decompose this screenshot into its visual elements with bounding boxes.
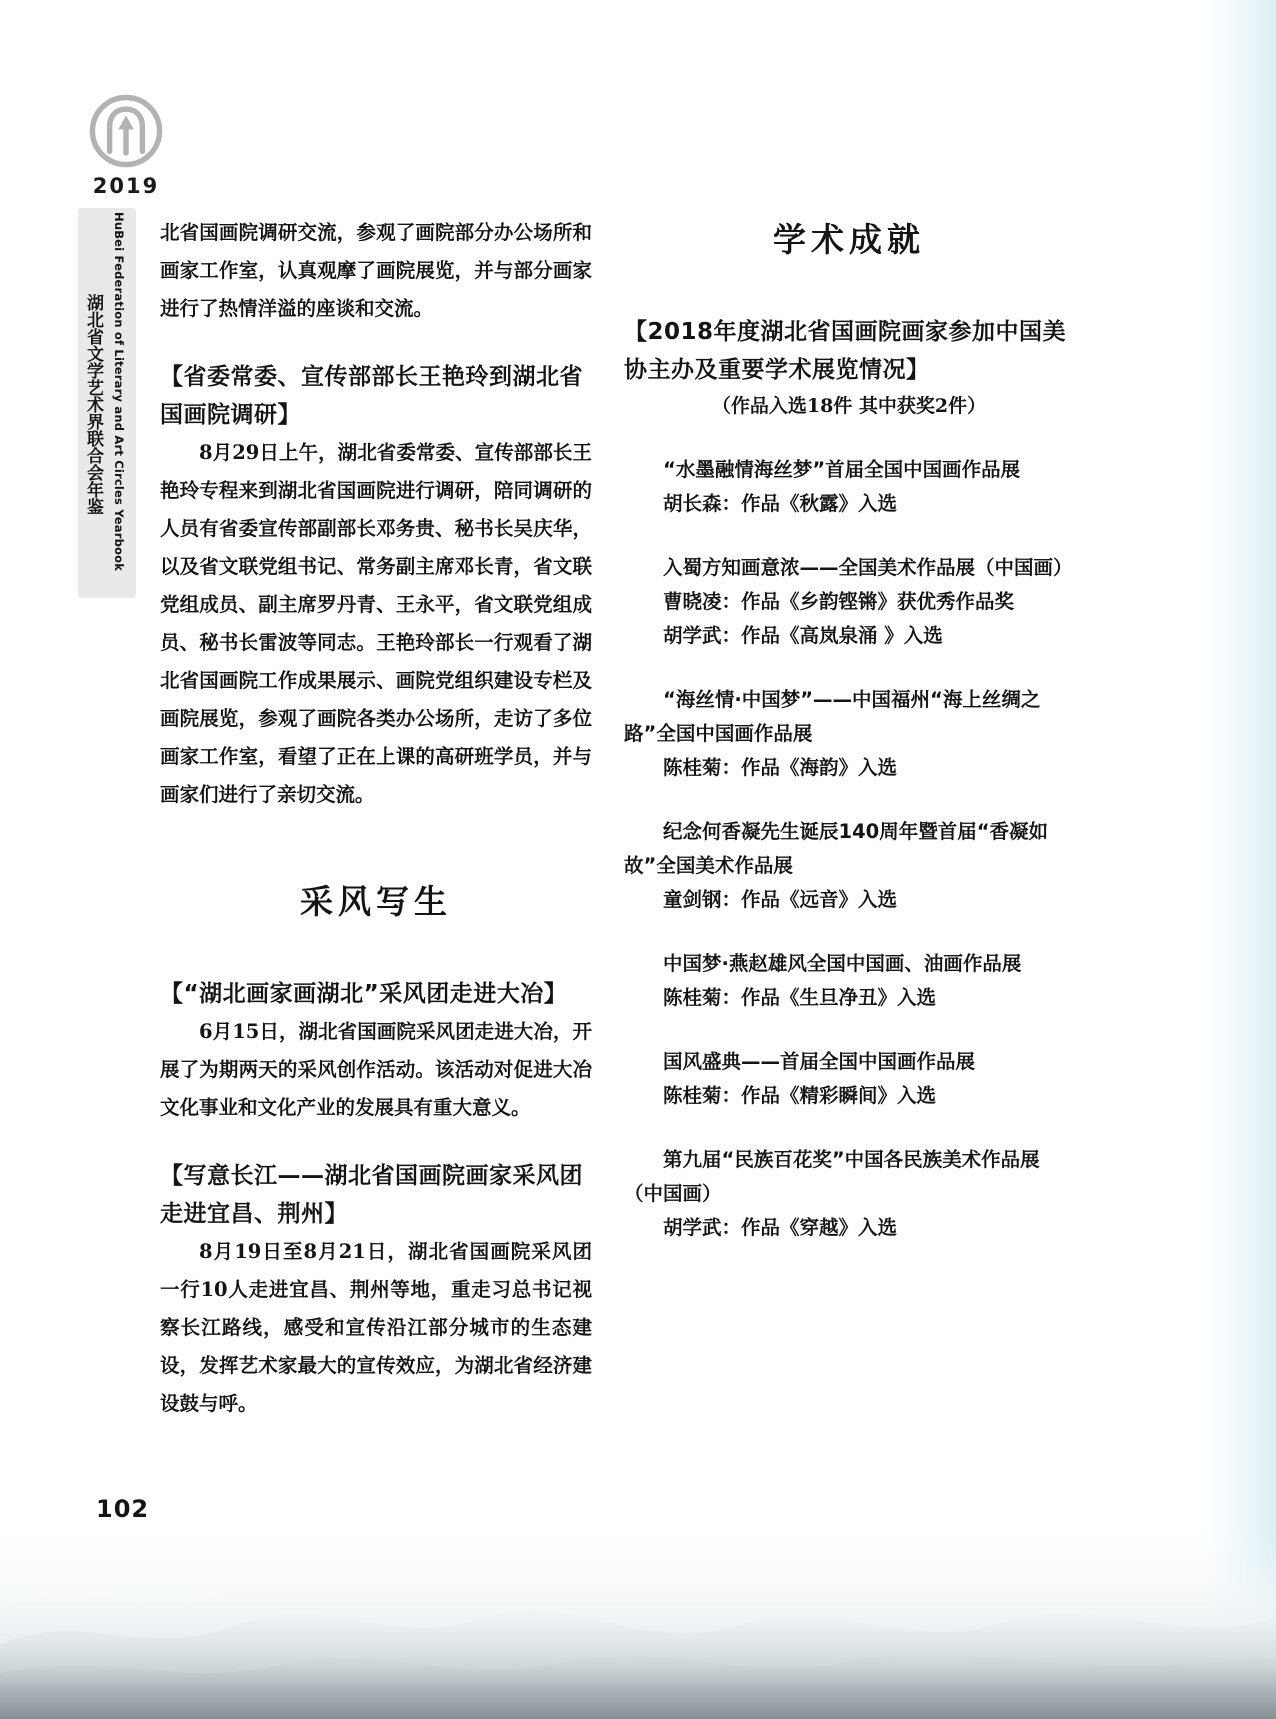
exhibition-group [624,683,1074,785]
article-3-body: 8月19日至8月21日，湖北省国画院采风团一行10人走进宜昌、荆州等地，重走习总书记视察长江路线，感受和宣传沿江部分城市的生态建设，发挥艺术家最大的宣传效应，为湖北省经济建设鼓与呼。 [160,1240,592,1415]
exhibition-group [624,1143,1074,1245]
exhibition-entry: 胡长森：作品《秋露》入选 [663,492,898,515]
article-1-body: 8月29日上午，湖北省委常委、宣传部部长王艳玲专程来到湖北省国画院进行调研，陪同调研的人员有省委宣传部副部长邓务贵、秘书长吴庆华，以及省文联党组书记、常务副主席邓长青，省文联党组成员、副主席罗丹青、王永平，省文联党组成员、秘书长雷波等同志。王艳玲部长一行观看了湖北省国画院工作成果展示、画院党组织建设专栏及画院展览，参观了画院各类办公场所，走访了多位画家工作室，看望了正在上课的高研班学员，并与画家们进行了亲切交流。 [160,441,592,806]
bottom-edge-gradient [0,1529,1276,1719]
right-text-column [624,214,1074,1245]
exhibition-title: 入蜀方知画意浓——全国美术作品展（中国画） [663,556,1073,579]
left-text-column [160,214,592,1423]
yearbook-logo-block [66,92,186,198]
side-tab-chinese-title: 湖北省文学艺术界联合会年鉴 [83,293,103,515]
section-title-academic: 学术成就 [773,220,925,259]
spacer [624,423,1074,453]
continued-paragraph: 北省国画院调研交流，参观了画院部分办公场所和画家工作室，认真观摩了画院展览，并与部分画家进行了热情洋溢的座谈和交流。 [160,221,592,320]
spacer [160,1127,592,1157]
spacer [160,328,592,358]
exhibition-entry: 陈桂菊：作品《海韵》入选 [663,756,898,779]
article-2-body: 6月15日，湖北省国画院采风团走进大冶，开展了为期两天的采风创作活动。该活动对促进大冶文化事业和文化产业的发展具有重大意义。 [160,1020,592,1119]
side-tab-english-title: HuBei Federation of Literary and Art Circles Yearbook [112,212,126,572]
exhibition-entry: 胡学武：作品《高岚泉涌 》入选 [663,624,943,647]
exhibition-entry: 曹晓凌：作品《乡韵铿锵》获优秀作品奖 [663,590,1015,613]
exhibition-group [624,947,1074,1015]
section-title-fieldwork: 采风写生 [300,882,452,921]
exhibition-entry: 童剑钢：作品《远音》入选 [663,888,898,911]
logo-year-label: 2019 [92,174,160,198]
exhibition-title: “海丝情·中国梦”——中国福州“海上丝绸之路”全国中国画作品展 [624,688,1041,745]
exhibition-title: 纪念何香凝先生诞辰140周年暨首届“香凝如故”全国美术作品展 [624,820,1049,877]
exhibition-entry: 胡学武：作品《穿越》入选 [663,1216,898,1239]
exhibition-group [624,1045,1074,1113]
mountain-mist-footer-illustration [0,1459,1276,1719]
article-3-heading: 【写意长江——湖北省国画院画家采风团走进宜昌、荆州】 [160,1163,583,1227]
right-edge-gradient [1206,0,1276,1719]
spacer [160,814,592,876]
exhibition-entry: 陈桂菊：作品《生旦净丑》入选 [663,986,937,1009]
article-1-heading: 【省委常委、宣传部部长王艳玲到湖北省国画院调研】 [160,364,583,428]
exhibition-list-heading: 【2018年度湖北省国画院画家参加中国美协主办及重要学术展览情况】 [624,319,1067,383]
exhibition-group [624,815,1074,917]
exhibition-group [624,453,1074,521]
exhibition-title: 国风盛典——首届全国中国画作品展 [663,1050,976,1073]
exhibition-title: “水墨融情海丝梦”首届全国中国画作品展 [663,458,1021,481]
exhibition-list [624,453,1074,1245]
exhibition-list-note: （作品入选18件 其中获奖2件） [711,395,987,417]
exhibition-group [624,551,1074,653]
page-number: 102 [96,1495,150,1523]
exhibition-title: 第九届“民族百花奖”中国各民族美术作品展（中国画） [624,1148,1040,1205]
article-2-heading: 【“湖北画家画湖北”采风团走进大冶】 [160,981,568,1007]
exhibition-title: 中国梦·燕赵雄风全国中国画、油画作品展 [663,952,1022,975]
spacer [160,923,592,975]
exhibition-entry: 陈桂菊：作品《精彩瞬间》入选 [663,1084,937,1107]
yearbook-emblem-icon [87,92,165,170]
spacer [624,261,1074,313]
